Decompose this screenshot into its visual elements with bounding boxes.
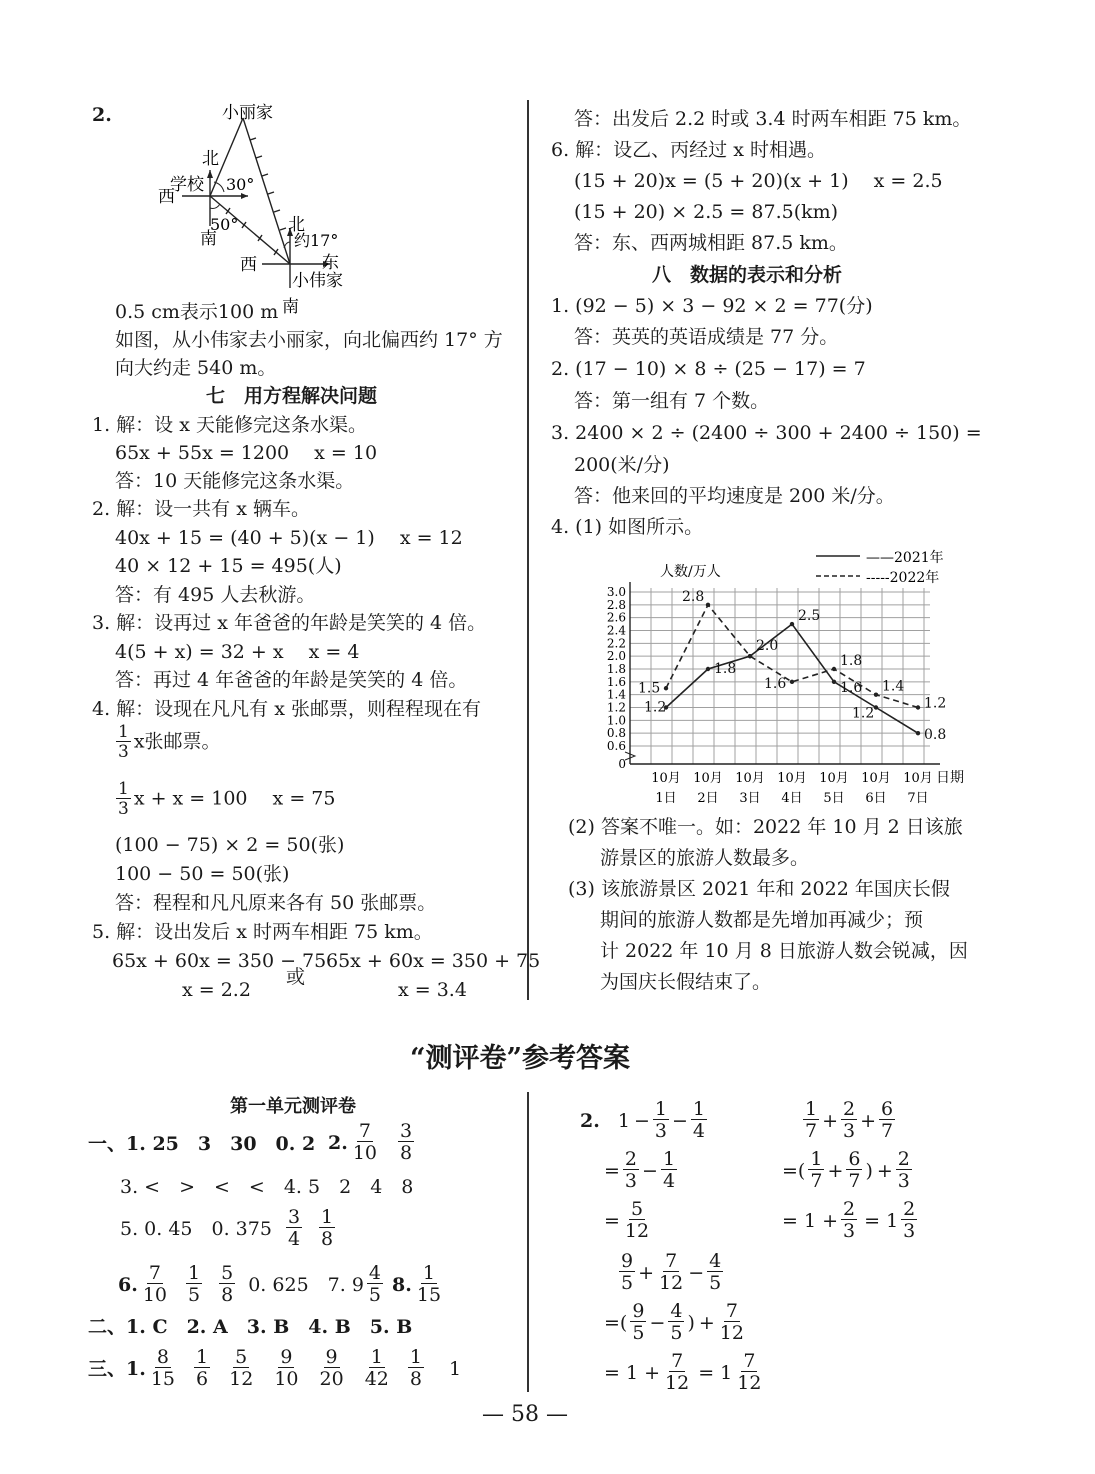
frac-num: 7 [671, 1350, 684, 1372]
frac-num: 1 [196, 1346, 209, 1368]
frac-den: 6 [196, 1368, 209, 1390]
plus-sign: + [876, 1159, 893, 1182]
data-label: 1.8 [714, 661, 737, 677]
y-tick-label: 0.8 [606, 726, 626, 741]
map-north-2: 北 [288, 215, 305, 235]
frac-den: 12 [737, 1372, 762, 1394]
frac-den: 5 [632, 1322, 645, 1344]
frac-num: 1 [810, 1148, 823, 1170]
eval-r4-text: 0. 625 7. 9 [248, 1273, 364, 1296]
eval-r5: 二、1. C 2. A 3. B 4. B 5. B [88, 1316, 413, 1338]
frac-den: 12 [719, 1322, 744, 1344]
eval-r6 [88, 1348, 461, 1389]
frac-num: 1 [662, 1148, 676, 1170]
data-point [874, 692, 878, 696]
s7-line: 5. 解：设出发后 x 时两车相距 75 km。 [92, 921, 433, 943]
frac-den: 3 [118, 799, 129, 819]
frac-den: 3 [843, 1120, 856, 1142]
data-point [706, 603, 710, 607]
y-tick-label: 0 [618, 757, 626, 771]
chart-ylabel: 人数/万人 [660, 564, 721, 580]
frac-num: 6 [881, 1098, 894, 1120]
y-tick-label: 2.2 [606, 636, 626, 651]
frac-den: 10 [142, 1284, 168, 1306]
eval-r2: 3. < > < < 4. 5 2 4 8 [120, 1176, 414, 1198]
s7-line: 4. 解：设现在凡凡有 x 张邮票，则程程现在有 [92, 698, 481, 720]
y-tick-label: 3.0 [606, 585, 626, 599]
frac-num: 1 [654, 1098, 667, 1120]
s7-line: 答：再过 4 年爸爸的年龄是笑笑的 4 倍。 [115, 669, 468, 691]
calc-label: 2. [580, 1109, 600, 1132]
frac-num: 1 [370, 1346, 383, 1368]
frac-num: 9 [280, 1346, 293, 1368]
s7-line: 答：有 495 人去秋游。 [115, 584, 316, 606]
y-tick-label: 2.0 [606, 649, 626, 664]
eval-r6-label: 三、1. [88, 1357, 146, 1380]
data-label: 1.2 [924, 695, 947, 712]
frac-den: 3 [118, 742, 129, 762]
frac-den: 4 [692, 1120, 705, 1142]
minus-sign: − [642, 1159, 658, 1182]
frac-num: 2 [843, 1198, 856, 1220]
data-point [832, 680, 836, 684]
frac-den: 5 [188, 1284, 201, 1306]
frac-den: 3 [624, 1170, 638, 1192]
map-east: 东 [322, 253, 339, 273]
data-point [874, 705, 878, 709]
paren-right: ) [687, 1311, 695, 1334]
frac-num: 2 [897, 1148, 910, 1170]
frac-den: 5 [368, 1284, 382, 1306]
q4-line2 [113, 781, 335, 818]
r-line: 4. (1) 如图所示。 [551, 516, 704, 538]
x-cat-label: 10月 [693, 771, 723, 786]
frac-num: 7 [148, 1262, 161, 1284]
calc-c3 [604, 1352, 766, 1393]
frac-num: 2 [624, 1148, 638, 1170]
q4-line1-text: x张邮票。 [133, 730, 221, 753]
x-cat-label: 10月 [735, 771, 765, 786]
data-point [790, 680, 794, 684]
frac-den: 5 [709, 1272, 722, 1294]
calc-c2 [604, 1302, 749, 1343]
y-tick-label: 1.8 [606, 662, 626, 676]
section7-title: 七 用方程解决问题 [206, 385, 378, 407]
frac-den: 42 [364, 1368, 389, 1390]
x-cat-label: 3日 [739, 791, 761, 806]
r-line: 6. 解：设乙、丙经过 x 时相遇。 [551, 139, 826, 161]
calc-b3 [782, 1200, 920, 1241]
r-line: 1. (92 − 5) × 3 − 92 × 2 = 77(分) [551, 295, 873, 317]
frac-den: 12 [624, 1220, 650, 1242]
q5-sol2: x = 3.4 [398, 979, 467, 1001]
s7-line: 40x + 15 = (40 + 5)(x − 1) x = 12 [115, 527, 463, 549]
frac-den: 7 [805, 1120, 818, 1142]
r-line: 为国庆长假结束了。 [600, 971, 772, 993]
frac-num: 4 [670, 1300, 683, 1322]
map-west-2: 西 [240, 255, 257, 275]
frac-num: 7 [743, 1350, 756, 1372]
frac-num: 9 [632, 1300, 645, 1322]
r-line: 期间的旅游人数都是先增加再减少；预 [600, 909, 924, 931]
r-line: 答：他来回的平均速度是 200 米/分。 [574, 485, 895, 507]
plus-sign: + [822, 1109, 839, 1132]
map-about-17: 约17° [294, 231, 339, 250]
data-label: 2.8 [682, 588, 705, 605]
frac-num: 9 [621, 1250, 634, 1272]
x-cat-label: 7日 [907, 791, 929, 806]
frac-den: 8 [409, 1368, 422, 1390]
q5-sol1: x = 2.2 [182, 979, 251, 1001]
frac-num: 1 [118, 722, 129, 742]
frac-num: 4 [368, 1262, 382, 1284]
map-xiaowei-home: 小伟家 [292, 271, 343, 291]
frac-num: 6 [848, 1148, 861, 1170]
frac-den: 3 [897, 1170, 910, 1192]
eval-title: “测评卷”参考答案 [410, 1043, 631, 1074]
data-point [706, 667, 710, 671]
s7-line: 65x + 55x = 1200 x = 10 [115, 442, 378, 464]
plus-sign: + [638, 1261, 655, 1284]
r-line: 答：出发后 2.2 时或 3.4 时两车相距 75 km。 [574, 108, 972, 130]
s7-line: 4(5 + x) = 32 + x x = 4 [115, 641, 360, 663]
data-label: 0.8 [924, 727, 947, 744]
data-label: 1.2 [644, 699, 667, 716]
frac-num: 9 [325, 1346, 338, 1368]
frac-den: 15 [416, 1284, 442, 1306]
r-line: 答：英英的英语成绩是 77 分。 [574, 326, 839, 348]
s7-line: 答：程程和凡凡原来各有 50 张邮票。 [115, 892, 437, 914]
map-south-1: 南 [200, 229, 217, 249]
frac-den: 7 [810, 1170, 823, 1192]
equals-sign: = [604, 1311, 620, 1334]
frac-num: 3 [400, 1120, 413, 1142]
y-tick-label: 1.6 [606, 674, 626, 689]
frac-num: 8 [156, 1346, 169, 1368]
frac-den: 8 [321, 1228, 334, 1250]
frac-den: 5 [670, 1322, 683, 1344]
one-plus: = 1 + [604, 1361, 661, 1384]
s7-line: 3. 解：设再过 x 年爸爸的年龄是笑笑的 4 倍。 [92, 612, 487, 634]
paren-left: ( [797, 1159, 806, 1182]
chart-xlabel: 日期 [936, 770, 964, 786]
x-cat-label: 10月 [903, 771, 933, 786]
r-line: (15 + 20) × 2.5 = 87.5(km) [574, 201, 839, 223]
frac-num: 2 [903, 1198, 916, 1220]
map-scale: 0.5 cm表示100 m [115, 301, 279, 323]
calc-a3 [604, 1200, 654, 1241]
y-tick-label: 1.2 [606, 700, 626, 715]
section8-title: 八 数据的表示和分析 [652, 264, 843, 286]
calc-a1 [580, 1100, 710, 1141]
calc-b2 [782, 1150, 915, 1191]
x-cat-label: 2日 [697, 791, 719, 806]
data-point [664, 686, 668, 690]
r-line: 3. 2400 × 2 ÷ (2400 ÷ 300 + 2400 ÷ 150) = [551, 422, 982, 444]
data-point [916, 731, 920, 735]
y-tick-label: 1.0 [606, 713, 626, 728]
eval-r1b [328, 1122, 417, 1163]
data-label: 1.4 [882, 678, 905, 695]
calc-b1 [800, 1100, 898, 1141]
q5-eq1: 65x + 60x = 350 − 75 [112, 950, 327, 972]
frac-den: 8 [221, 1284, 234, 1306]
data-label: 2.5 [798, 608, 821, 625]
data-label: 2.0 [756, 638, 779, 655]
paren-right: ) [865, 1159, 873, 1182]
line-chart [560, 540, 980, 808]
frac-den: 5 [621, 1272, 634, 1294]
data-label: 1.8 [840, 653, 863, 669]
frac-den: 3 [654, 1120, 667, 1142]
equals-sign: = [604, 1159, 620, 1182]
r-line: 游景区的旅游人数最多。 [600, 847, 810, 869]
q4-line2-text: x + x = 100 x = 75 [133, 787, 336, 810]
column-divider-bottom [527, 1092, 529, 1392]
s7-line: 40 × 12 + 15 = 495(人) [115, 555, 342, 577]
legend-2021: ——2021年 [866, 550, 944, 566]
y-tick-label: 2.4 [606, 623, 626, 638]
plus-sign: + [860, 1109, 877, 1132]
frac-num: 5 [630, 1198, 644, 1220]
minus-sign: − [633, 1109, 650, 1132]
y-tick-label: 2.8 [606, 597, 626, 612]
eval-r1a: 一、1. 25 3 30 0. 2 [88, 1133, 316, 1155]
frac-num: 1 [805, 1098, 818, 1120]
minus-sign: − [671, 1109, 688, 1132]
plus-sign: + [698, 1311, 715, 1334]
r-line: 答：第一组有 7 个数。 [574, 390, 770, 412]
eval-r4 [118, 1264, 446, 1305]
data-label: 1.6 [840, 679, 863, 696]
frac-den: 3 [843, 1220, 856, 1242]
r-line: 答：东、西两城相距 87.5 km。 [574, 232, 848, 254]
frac-den: 12 [659, 1272, 684, 1294]
equals-one: = 1 [864, 1209, 899, 1232]
q2-answer-line2: 向大约走 540 m。 [115, 357, 277, 379]
minus-sign: − [688, 1261, 705, 1284]
s7-line: 1. 解：设 x 天能修完这条水渠。 [92, 414, 367, 436]
frac-den: 15 [150, 1368, 176, 1390]
s7-line: 2. 解：设一共有 x 辆车。 [92, 498, 310, 520]
x-cat-label: 1日 [655, 791, 677, 806]
map-west-1: 西 [158, 187, 175, 207]
r-line: 200(米/分) [574, 454, 670, 476]
x-cat-label: 4日 [781, 791, 803, 806]
q5-or: 或 [286, 966, 306, 988]
map-north-1: 北 [202, 149, 219, 169]
frac-num: 7 [665, 1250, 678, 1272]
frac-den: 3 [903, 1220, 916, 1242]
q5-eq2: 65x + 60x = 350 + 75 [326, 950, 541, 972]
paren-left: ( [619, 1311, 628, 1334]
x-cat-label: 10月 [861, 771, 891, 786]
x-cat-label: 10月 [651, 771, 681, 786]
y-tick-label: 1.4 [606, 687, 626, 702]
x-cat-label: 6日 [865, 791, 887, 806]
frac-num: 1 [188, 1262, 201, 1284]
s7-line: 100 − 50 = 50(张) [115, 863, 290, 885]
equals-one: = 1 [698, 1361, 733, 1384]
frac-den: 8 [400, 1142, 413, 1164]
r-line: (15 + 20)x = (5 + 20)(x + 1) x = 2.5 [574, 170, 943, 192]
r-line: (2) 答案不唯一。如：2022 年 10 月 2 日该旅 [568, 816, 963, 838]
map-school: 学校 [170, 175, 204, 195]
frac-num: 5 [221, 1262, 234, 1284]
y-tick-label: 0.6 [606, 739, 626, 753]
frac-den: 10 [274, 1368, 299, 1390]
s7-line: 答：10 天能修完这条水渠。 [115, 470, 355, 492]
map-xiaoli-home: 小丽家 [222, 103, 273, 123]
r-line: (3) 该旅游景区 2021 年和 2022 年国庆长假 [568, 878, 950, 900]
series-2021-line [666, 624, 918, 733]
equals-sign: = [782, 1159, 798, 1182]
calc-a2 [604, 1150, 680, 1191]
map-angle-30: 30° [226, 175, 255, 194]
eval-r4-label2: 8. [392, 1273, 412, 1296]
data-point [748, 654, 752, 658]
frac-den: 7 [848, 1170, 861, 1192]
minus-sign: − [649, 1311, 666, 1334]
r-line: 2. (17 − 10) × 8 ÷ (25 − 17) = 7 [551, 358, 866, 380]
unit1-title: 第一单元测评卷 [230, 1096, 356, 1117]
y-tick-label: 2.6 [606, 610, 626, 625]
x-cat-label: 10月 [819, 771, 849, 786]
frac-num: 1 [409, 1346, 422, 1368]
frac-num: 3 [287, 1206, 301, 1228]
frac-num: 2 [843, 1098, 856, 1120]
frac-den: 4 [287, 1228, 301, 1250]
column-divider-top [527, 100, 529, 1000]
q2-label: 2. [92, 104, 112, 126]
data-label: 1.2 [852, 705, 875, 722]
eval-r6-one: 1 [448, 1357, 462, 1380]
frac-den: 12 [229, 1368, 254, 1390]
map-south-2: 南 [282, 297, 299, 317]
data-point [916, 705, 920, 709]
frac-den: 10 [352, 1142, 378, 1164]
frac-den: 12 [665, 1372, 690, 1394]
frac-num: 7 [725, 1300, 738, 1322]
frac-num: 7 [358, 1120, 371, 1142]
eval-r4-label: 6. [118, 1273, 138, 1296]
equals-sign: = [604, 1209, 620, 1232]
s7-line: (100 − 75) × 2 = 50(张) [115, 834, 345, 856]
map-angle-50: 50° [210, 215, 239, 234]
eval-r3-text: 5. 0. 45 0. 375 [120, 1217, 272, 1240]
data-point [832, 667, 836, 671]
frac-num: 1 [422, 1262, 435, 1284]
frac-num: 1 [118, 779, 129, 799]
calc-c1 [616, 1252, 726, 1293]
x-cat-label: 10月 [777, 771, 807, 786]
q2-answer-line1: 如图，从小伟家去小丽家，向北偏西约 17° 方 [115, 329, 503, 351]
legend-2022: -----2022年 [866, 570, 940, 586]
frac-den: 7 [881, 1120, 894, 1142]
eval-r1b-label: 2. [328, 1131, 348, 1154]
data-label: 1.5 [638, 680, 661, 697]
frac-num: 1 [321, 1206, 334, 1228]
r-line: 计 2022 年 10 月 8 日旅游人数会锐减，因 [600, 940, 968, 962]
x-cat-label: 5日 [823, 791, 845, 806]
eval-r3 [120, 1208, 338, 1249]
one-plus: = 1 + [782, 1209, 839, 1232]
frac-num: 1 [692, 1098, 705, 1120]
frac-num: 4 [709, 1250, 722, 1272]
frac-num: 5 [235, 1346, 248, 1368]
page-number: — 58 — [482, 1402, 568, 1427]
data-point [790, 622, 794, 626]
frac-den: 20 [319, 1368, 344, 1390]
calc-one: 1 [617, 1109, 630, 1132]
plus-sign: + [827, 1159, 844, 1182]
data-label: 1.6 [764, 675, 787, 692]
q4-line1 [113, 724, 221, 761]
frac-den: 4 [662, 1170, 676, 1192]
